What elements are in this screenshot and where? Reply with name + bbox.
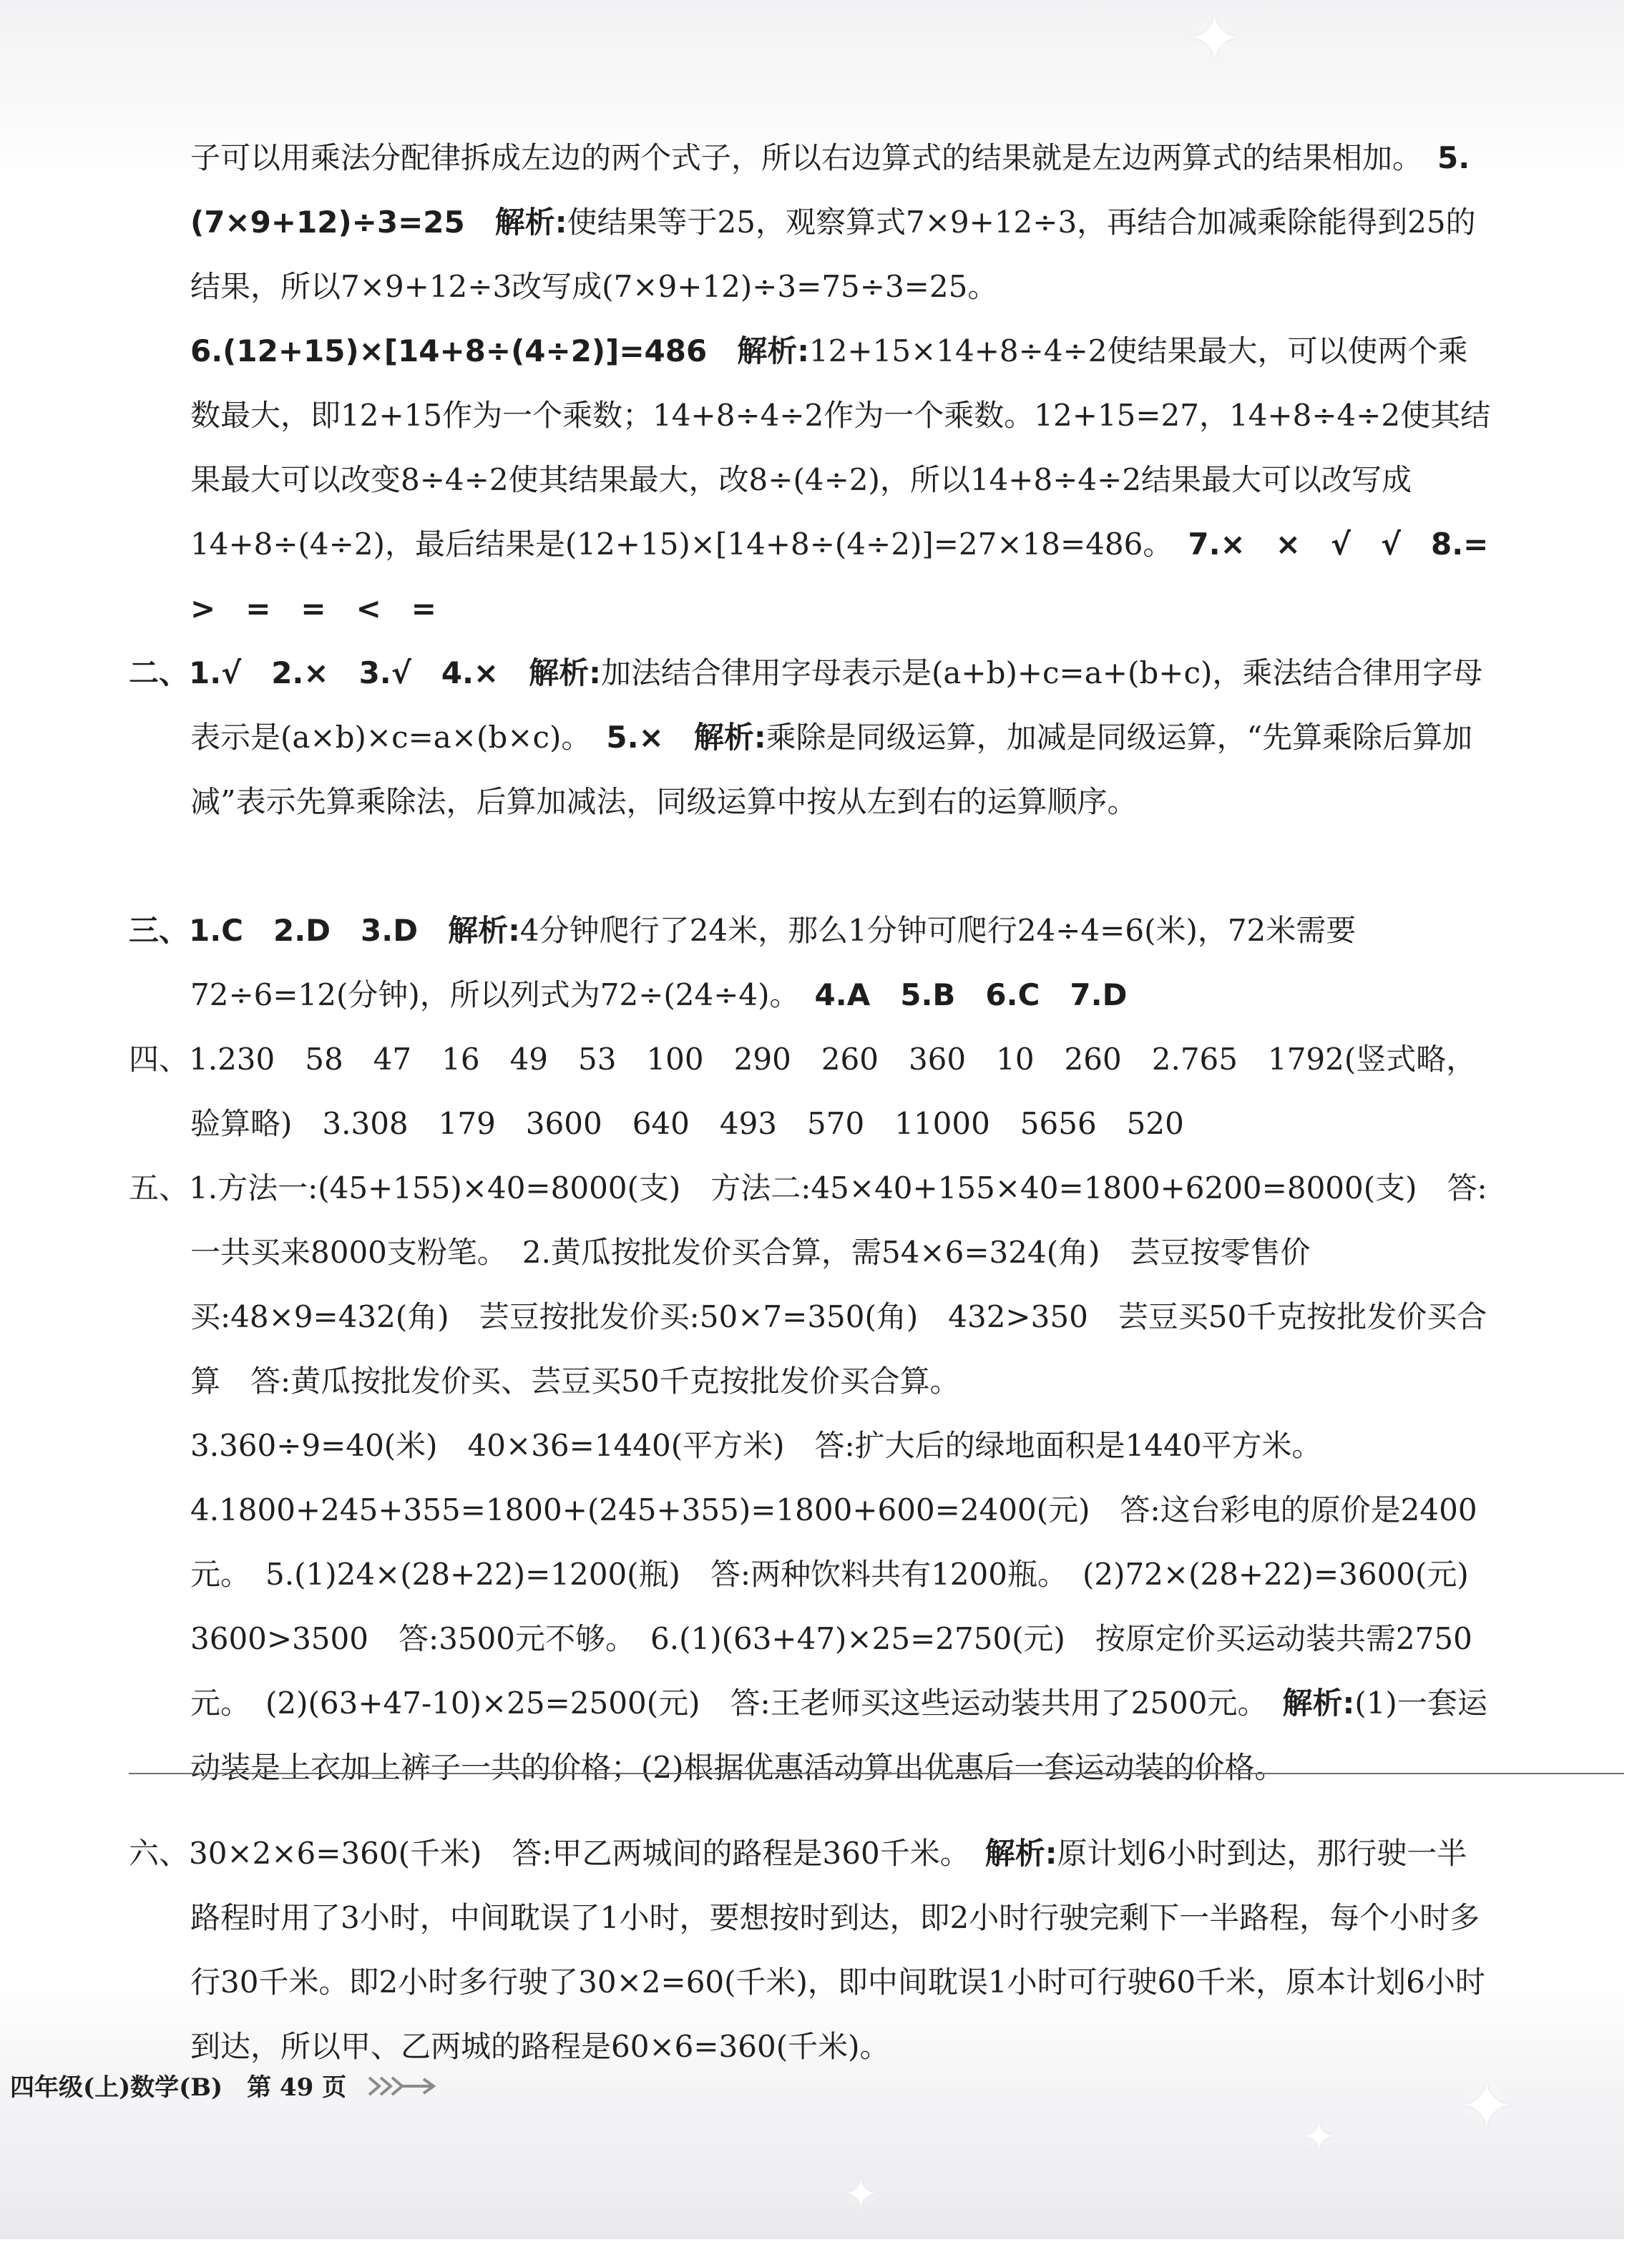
section-three: 三、1.C 2.D 3.D 解析:4分钟爬行了24米，那么1分钟可爬行24÷4=6(米)，72米需要72÷6=12(分钟)，所以列式为72÷(24÷4)。 4.A 5.B 6.C 7.D xyxy=(129,913,1357,1012)
section-one-continuation: 子可以用乘法分配律拆成左边的两个式子，所以右边算式的结果就是左边两算式的结果相加。 5.(7×9+12)÷3=25 解析:使结果等于25，观察算式7×9+12÷3，再结合加减乘除能得到25的结果，所以7×9+12÷3改写成(7×9+12)÷3=75÷3=25。 xyxy=(190,140,1476,304)
footer-suffix: 页 xyxy=(322,2073,347,2102)
section-five: 五、1.方法一:(45+155)×40=8000(支) 方法二:45×40+155×40=1800+6200=8000(支) 答:一共买来8000支粉笔。 2.黄瓜按批发价买合算，需54×6=324(角) 芸豆按零售价买:48×9=432(角) 芸豆按批发价买:50×7=350(角) 432>350 芸豆买50千克按批发价买合算 答:黄瓜按批发价买、芸豆买50千克按批发价买合算。 xyxy=(129,1170,1487,1399)
section-five-item-3: 3.360÷9=40(米) 40×36=1440(平方米) 答:扩大后的绿地面积是1440平方米。 xyxy=(190,1428,1322,1463)
page-footer xyxy=(10,2068,438,2107)
section-two: 二、1.√ 2.× 3.√ 4.× 解析:加法结合律用字母表示是(a+b)+c=a+(b+c)，乘法结合律用字母表示是(a×b)×c=a×(b×c)。 5.× 解析:乘除是同级运算，加减是同级运算，“先算乘除后算加减”表示先算乘除法，后算加减法，同级运算中按从左到右的运算顺序。 xyxy=(129,655,1483,819)
section-six: 六、30×2×6=360(千米) 答:甲乙两城间的路程是360千米。 解析:原计划6小时到达，那行驶一半路程时用了3小时，中间耽误了1小时，要想按时到达，即2小时行驶完剩下一半路程，每个小时多行30千米。即2小时多行驶了30×2=60(千米)，即中间耽误1小时可行驶60千米，原本计划6小时到达，所以甲、乙两城的路程是60×6=360(千米)。 xyxy=(129,1836,1485,2064)
section-one-item-6: 6.(12+15)×[14+8÷(4÷2)]=486 解析:12+15×14+8÷4÷2使结果最大，可以使两个乘数最大，即12+15作为一个乘数；14+8÷4÷2作为一个乘数。12+15=27，14+8÷4÷2使其结果最大可以改变8÷4÷2使其结果最大，改8÷(4÷2)，所以14+8÷4÷2结果最大可以改写成14+8÷(4÷2)，最后结果是(12+15)×[14+8÷(4÷2)]=27×18=486。 7.× × √ √ 8.= > = = < = xyxy=(190,333,1519,626)
divider-line xyxy=(129,1773,1624,1774)
sparkle-icon: ✦ xyxy=(1188,1,1242,77)
sparkle-icon: ✦ xyxy=(844,2171,878,2218)
arrows-icon xyxy=(366,2072,438,2107)
section-four: 四、1.230 58 47 16 49 53 100 290 260 360 10 260 2.765 1792(竖式略，验算略) 3.308 179 3600 640 493 570 11000 5656 520 xyxy=(129,1042,1477,1141)
section-five-item-4: 4.1800+245+355=1800+(245+355)=1800+600=2400(元) 答:这台彩电的原价是2400元。 5.(1)24×(28+22)=1200(瓶) 答:两种饮料共有1200瓶。 (2)72×(28+22)=3600(元) 3600>3500 答:3500元不够。 6.(1)(63+47)×25=2750(元) 按原定价买运动装共需2750元。 (2)(63+47-10)×25=2500(元) 答:王老师买这些运动装共用了2500元。 解析:(1)一套运动装是上衣加上裤子一共的价格；(2)根据优惠活动算出优惠后一套运动装的价格。 xyxy=(190,1492,1499,1785)
page-number: 49 xyxy=(279,2073,314,2102)
footer-label: 四年级(上)数学(B) 第 xyxy=(10,2073,272,2102)
sparkle-icon: ✦ xyxy=(1460,2069,1514,2144)
sparkle-icon: ✦ xyxy=(1302,2114,1336,2161)
